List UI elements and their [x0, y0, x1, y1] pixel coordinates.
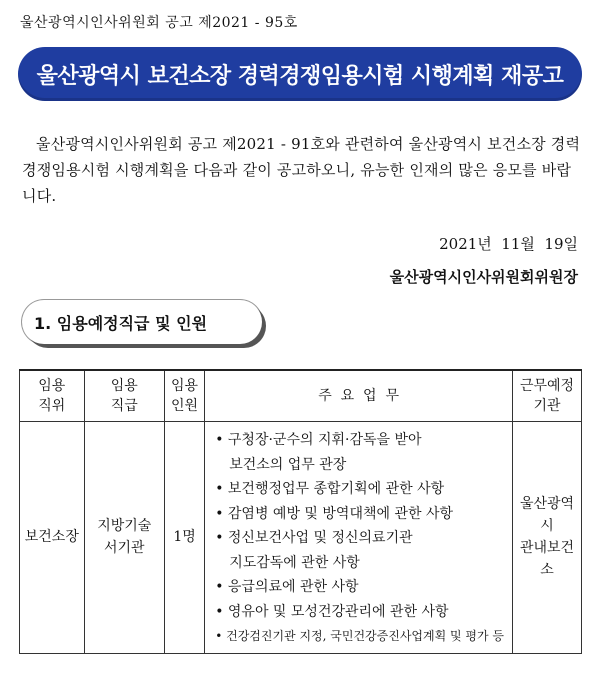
header-count [164, 370, 204, 422]
duty-item [215, 428, 504, 477]
header-count-line1: 임용 [171, 378, 199, 394]
title-banner [18, 47, 582, 101]
duty-line: • 구청장·군수의 지휘·감독을 받아 [215, 432, 422, 448]
page-title: 울산광역시 보건소장 경력경쟁임용시험 시행계획 재공고 [36, 63, 564, 89]
header-grade-line2: 직급 [110, 398, 138, 414]
duty-line-cont: 지도감독에 관한 사항 [229, 554, 360, 571]
cell-grade-line2: 서기관 [103, 540, 145, 557]
duty-item [215, 624, 504, 649]
table-header-row [20, 370, 582, 422]
header-workplace-line2: 기관 [533, 398, 561, 414]
cell-workplace [513, 422, 582, 654]
header-position [20, 370, 85, 422]
duty-line: • 영유아 및 모성건강관리에 관한 사항 [215, 603, 449, 620]
duty-item [215, 477, 504, 502]
header-position-line1: 임용 [38, 378, 66, 394]
duty-line-cont: 보건소의 업무 관장 [229, 456, 347, 473]
cell-position: 보건소장 [20, 422, 85, 654]
recruitment-table [19, 369, 582, 654]
duty-line: • 건강검진기관 지정, 국민건강증진사업계획 및 평가 등 [215, 629, 505, 643]
duty-item [215, 575, 504, 600]
header-position-line2: 직위 [38, 398, 66, 414]
header-grade [84, 370, 164, 422]
cell-count: 1명 [164, 422, 204, 654]
header-count-line2: 인원 [171, 398, 199, 414]
duty-line: • 응급의료에 관한 사항 [215, 579, 359, 595]
duty-item [215, 600, 504, 625]
duty-line: • 보건행정업무 종합기획에 관한 사항 [215, 481, 445, 497]
duty-item [215, 502, 504, 527]
duty-line: • 감염병 예방 및 방역대책에 관한 사항 [215, 505, 454, 522]
header-grade-line1: 임용 [110, 378, 138, 394]
duty-line: • 정신보건사업 및 정신의료기관 [215, 530, 413, 546]
duty-item [215, 526, 504, 575]
notice-date: 2021년 11월 19일 [439, 235, 578, 253]
header-workplace [513, 370, 582, 422]
cell-workplace-line1: 울산광역시 [519, 496, 575, 535]
notice-number: 울산광역시인사위원회 공고 제2021 - 95호 [20, 15, 298, 31]
cell-grade [84, 422, 164, 654]
cell-duties [205, 422, 513, 654]
cell-grade-line1: 지방기술 [97, 518, 152, 535]
body-paragraph: 울산광역시인사위원회 공고 제2021 - 91호와 관련하여 울산광역시 보건소장 경력경쟁임용시험 시행계획을 다음과 같이 공고하오니, 유능한 인재의 많은 응모를 바랍니다. [22, 135, 581, 205]
header-duties: 주 요 업 무 [205, 370, 513, 422]
issuing-organization: 울산광역시인사위원회위원장 [389, 268, 578, 286]
table-row [20, 422, 582, 654]
section-title: 1. 임용예정직급 및 인원 [34, 313, 208, 333]
section-heading-tab [22, 300, 262, 344]
cell-workplace-line2: 관내보건소 [519, 540, 575, 579]
header-workplace-line1: 근무예정 [519, 378, 575, 394]
